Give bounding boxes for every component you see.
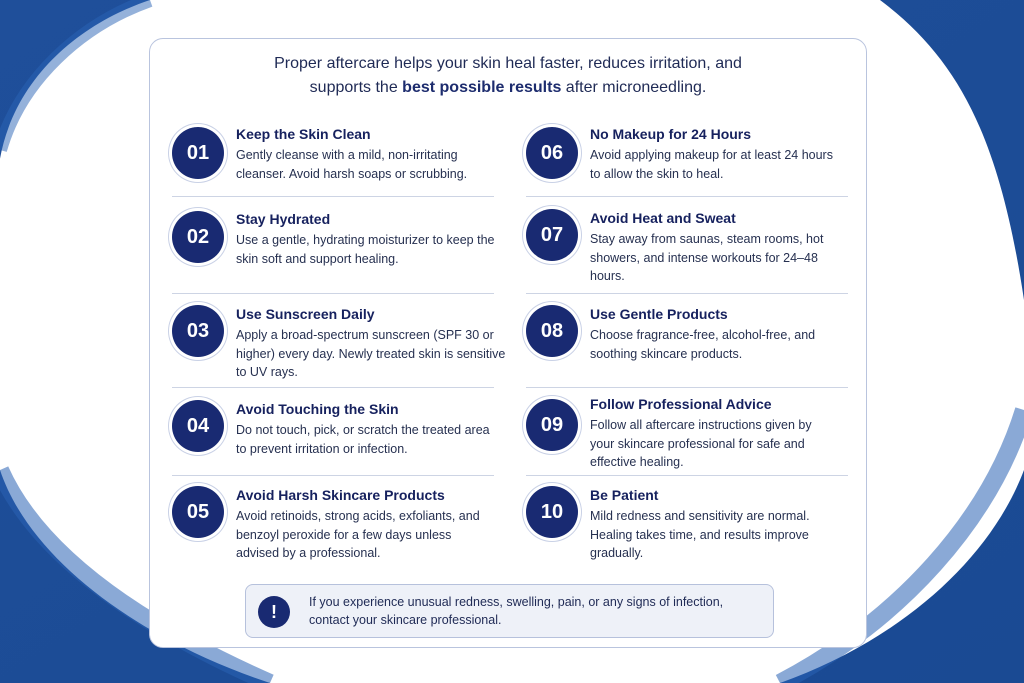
- tip-item: [172, 486, 502, 566]
- step-number-badge: 05: [172, 486, 224, 538]
- tip-title: Use Gentle Products: [590, 306, 728, 322]
- step-number-badge: 04: [172, 400, 224, 452]
- tip-item: [172, 125, 502, 195]
- divider: [526, 293, 848, 294]
- step-number-badge: 06: [526, 127, 578, 179]
- exclamation-icon: !: [258, 596, 290, 628]
- tip-description: Mild redness and sensitivity are normal. Healing takes time, and results improve gradually.: [590, 509, 810, 560]
- tip-item: [172, 210, 502, 280]
- tip-title: Avoid Harsh Skincare Products: [236, 487, 445, 503]
- tip-description: Follow all aftercare instructions given by your skincare professional for safe and effective healing.: [590, 418, 812, 469]
- tip-description: Use a gentle, hydrating moisturizer to keep the skin soft and support healing.: [236, 233, 495, 266]
- tip-item: [526, 305, 856, 375]
- step-number-badge: 09: [526, 399, 578, 451]
- tip-title: Avoid Touching the Skin: [236, 401, 399, 417]
- tip-title: Use Sunscreen Daily: [236, 306, 375, 322]
- tip-description: Avoid retinoids, strong acids, exfoliants, and benzoyl peroxide for a few days unless advised by a professional.: [236, 509, 480, 560]
- intro-text: [160, 52, 856, 100]
- divider: [526, 387, 848, 388]
- intro-line-1: Proper aftercare helps your skin heal faster, reduces irritation, and: [274, 55, 742, 72]
- tip-item: [526, 486, 856, 566]
- step-number-badge: 01: [172, 127, 224, 179]
- intro-highlight: best possible results: [402, 79, 562, 96]
- tip-title: Keep the Skin Clean: [236, 126, 371, 142]
- warning-note: [245, 584, 774, 638]
- tip-title: Stay Hydrated: [236, 211, 331, 227]
- tip-description: Stay away from saunas, steam rooms, hot showers, and intense workouts for 24–48 hours.: [590, 232, 824, 283]
- tip-description: Apply a broad-spectrum sunscreen (SPF 30 or higher) every day. Newly treated skin is sensitive to UV rays.: [236, 328, 506, 379]
- divider: [526, 196, 848, 197]
- warning-note-text: If you experience unusual redness, swelling, pain, or any signs of infection, contact your skincare professional.: [309, 595, 724, 627]
- tip-description: Do not touch, pick, or scratch the treated area to prevent irritation or infection.: [236, 423, 490, 456]
- divider: [172, 196, 494, 197]
- divider: [172, 475, 494, 476]
- tip-item: [526, 125, 856, 195]
- tip-description: Choose fragrance-free, alcohol-free, and soothing skincare products.: [590, 328, 816, 361]
- tip-item: [172, 305, 506, 385]
- step-number-badge: 10: [526, 486, 578, 538]
- tip-item: [172, 400, 502, 470]
- tip-description: Avoid applying makeup for at least 24 hours to allow the skin to heal.: [590, 148, 833, 181]
- intro-line-2-end: after microneedling.: [561, 79, 707, 96]
- tip-description: Gently cleanse with a mild, non-irritating cleanser. Avoid harsh soaps or scrubbing.: [236, 148, 468, 181]
- step-number-badge: 07: [526, 209, 578, 261]
- step-number-badge: 03: [172, 305, 224, 357]
- intro-line-2-start: supports the: [309, 79, 403, 96]
- tip-title: Avoid Heat and Sweat: [590, 210, 736, 226]
- tip-title: No Makeup for 24 Hours: [590, 126, 752, 142]
- tip-item: [526, 209, 856, 289]
- tip-title: Follow Professional Advice: [590, 396, 772, 412]
- step-number-badge: 08: [526, 305, 578, 357]
- intro-line-2: [160, 76, 856, 100]
- divider: [526, 475, 848, 476]
- tip-item: [526, 395, 856, 475]
- step-number-badge: 02: [172, 211, 224, 263]
- divider: [172, 387, 494, 388]
- divider: [172, 293, 494, 294]
- tip-title: Be Patient: [590, 487, 659, 503]
